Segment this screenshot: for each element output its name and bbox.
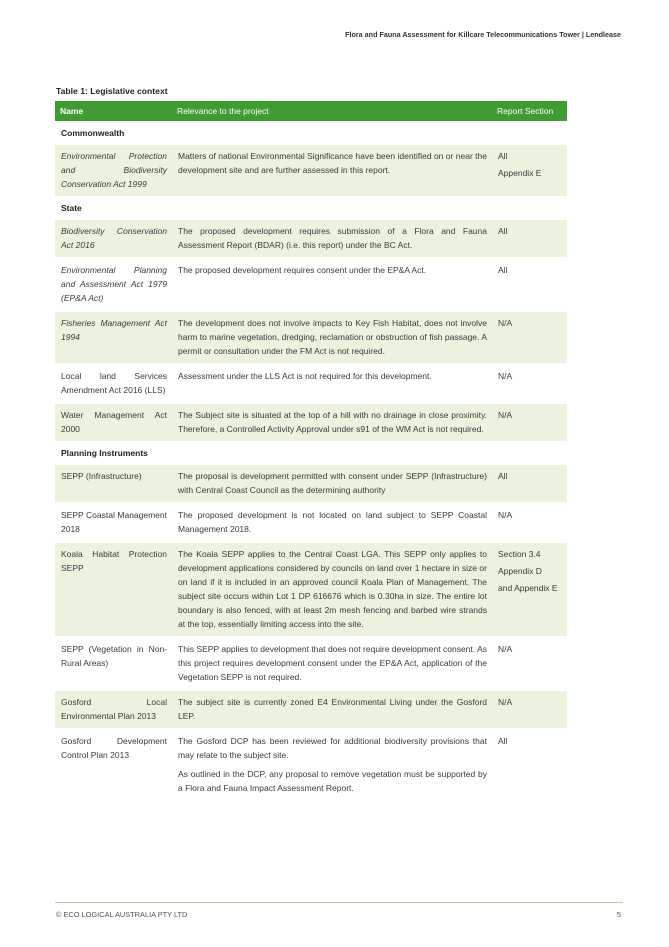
report-section-text: All: [498, 226, 508, 236]
section-row: [55, 197, 567, 219]
report-section-cell: [492, 464, 567, 503]
relevance-cell: [172, 690, 492, 729]
table-row: [55, 637, 567, 690]
relevance-cell: [172, 364, 492, 403]
section-title: Commonwealth: [55, 122, 567, 144]
column-header-relevance: Relevance to the project: [172, 101, 492, 122]
report-section-cell: [492, 729, 567, 800]
relevance-text: The proposed development is not located on land subject to SEPP Coastal Management 2018.: [178, 510, 487, 534]
report-section-cell: [492, 311, 567, 364]
report-section-cell: [492, 219, 567, 258]
legislation-name: Koala Habitat Protection SEPP: [55, 542, 172, 637]
relevance-text: The proposal is development permitted with consent under SEPP (Infrastructure) with Central Coast Council as the determining authority: [178, 471, 487, 495]
relevance-text: Matters of national Environmental Significance have been identified on or near the development site and are further assessed in this report.: [178, 151, 487, 175]
column-header-report-section: Report Section: [492, 101, 567, 122]
table-row: [55, 144, 567, 197]
relevance-text: The Subject site is situated at the top of a hill with no drainage in close proximity. Therefore, a Controlled Activity Approval under s91 of the WM Act is not required.: [178, 410, 487, 434]
table-row: [55, 464, 567, 503]
report-section-text: All: [498, 265, 508, 275]
report-section-cell: [492, 542, 567, 637]
legislation-name: Biodiversity Conservation Act 2016: [55, 219, 172, 258]
relevance-cell: [172, 311, 492, 364]
report-section-text: N/A: [498, 510, 513, 520]
legislation-name: Gosford Development Control Plan 2013: [55, 729, 172, 800]
table-caption: Table 1: Legislative context: [56, 86, 168, 96]
relevance-cell: [172, 637, 492, 690]
running-header: Flora and Fauna Assessment for Killcare Telecommunications Tower | Lendlease: [345, 30, 621, 39]
report-section-cell: [492, 637, 567, 690]
table-row: [55, 258, 567, 311]
report-section-text: All: [498, 471, 508, 481]
legislation-name: Fisheries Management Act 1994: [55, 311, 172, 364]
legislation-name: Environmental Planning and Assessment Act 1979 (EP&A Act): [55, 258, 172, 311]
report-section-text: N/A: [498, 318, 513, 328]
legislation-name: SEPP (Infrastructure): [55, 464, 172, 503]
relevance-text: The proposed development requires submission of a Flora and Fauna Assessment Report (BDAR) (i.e. this report) under the BC Act.: [178, 226, 487, 250]
relevance-cell: [172, 503, 492, 542]
report-section-cell: [492, 690, 567, 729]
relevance-cell: [172, 258, 492, 311]
column-header-name: Name: [55, 101, 172, 122]
relevance-text: The Gosford DCP has been reviewed for additional biodiversity provisions that may relate to the subject site.: [178, 736, 487, 760]
legislative-context-table: [55, 101, 567, 800]
footer-copyright: © ECO LOGICAL AUSTRALIA PTY LTD: [56, 910, 188, 919]
relevance-cell: [172, 403, 492, 442]
table-row: [55, 503, 567, 542]
relevance-cell: [172, 219, 492, 258]
relevance-cell: [172, 729, 492, 800]
report-section-text: N/A: [498, 697, 513, 707]
report-section-text: Section 3.4: [498, 549, 541, 559]
relevance-text: The Koala SEPP applies to the Central Coast LGA. This SEPP only applies to development applications considered by councils on land over 1 hectare in size or on land if it is included in an approved council Koala Plan of Management. The subject site occurs within Lot 1 DP 616676 which is 0.30ha in size. The entire lot boundary is also fenced, with at least 2m mesh fencing and barbed wire strands at the top, essentially limiting access into the site.: [178, 549, 487, 629]
table-row: [55, 311, 567, 364]
relevance-cell: [172, 464, 492, 503]
report-section-cell: [492, 503, 567, 542]
report-section-text: and Appendix E: [498, 583, 558, 593]
legislation-name: Environmental Protection and Biodiversity Conservation Act 1999: [55, 144, 172, 197]
legislation-name: Local land Services Amendment Act 2016 (LLS): [55, 364, 172, 403]
section-row: [55, 442, 567, 464]
report-section-cell: [492, 364, 567, 403]
table-row: [55, 219, 567, 258]
relevance-text: The proposed development requires consent under the EP&A Act.: [178, 265, 427, 275]
table-row: [55, 729, 567, 800]
report-section-text: Appendix D: [498, 566, 542, 576]
report-section-text: N/A: [498, 410, 513, 420]
table-body: [55, 122, 567, 800]
relevance-cell: [172, 144, 492, 197]
table-row: [55, 690, 567, 729]
legislation-name: SEPP (Vegetation in Non-Rural Areas): [55, 637, 172, 690]
report-section-text: N/A: [498, 371, 513, 381]
section-row: [55, 122, 567, 144]
relevance-cell: [172, 542, 492, 637]
page-number: 5: [616, 910, 621, 919]
legislation-name: Water Management Act 2000: [55, 403, 172, 442]
report-section-text: N/A: [498, 644, 513, 654]
table-header-row: [55, 101, 567, 122]
table-row: [55, 364, 567, 403]
report-section-text: All: [498, 151, 508, 161]
relevance-text: The development does not involve impacts to Key Fish Habitat, does not involve harm to marine vegetation, dredging, reclamation or obstruction of fish passage. A permit or consultation under the FM Act is not required.: [178, 318, 487, 356]
relevance-text: The subject site is currently zoned E4 Environmental Living under the Gosford LEP.: [178, 697, 487, 721]
report-section-cell: [492, 144, 567, 197]
legislation-name: Gosford Local Environmental Plan 2013: [55, 690, 172, 729]
section-title: State: [55, 197, 567, 219]
report-section-text: Appendix E: [498, 168, 542, 178]
report-section-cell: [492, 403, 567, 442]
report-section-text: All: [498, 736, 508, 746]
relevance-text: Assessment under the LLS Act is not required for this development.: [178, 371, 432, 381]
relevance-text: As outlined in the DCP, any proposal to remove vegetation must be supported by a Flora and Fauna Impact Assessment Report.: [178, 769, 487, 793]
report-section-cell: [492, 258, 567, 311]
relevance-text: This SEPP applies to development that does not require development consent. As this project requires development consent under the EP&A Act, application of the Vegetation SEPP is not required.: [178, 644, 487, 682]
legislation-name: SEPP Coastal Management 2018: [55, 503, 172, 542]
table-row: [55, 542, 567, 637]
footer-divider: [55, 902, 623, 903]
section-title: Planning Instruments: [55, 442, 567, 464]
table-row: [55, 403, 567, 442]
